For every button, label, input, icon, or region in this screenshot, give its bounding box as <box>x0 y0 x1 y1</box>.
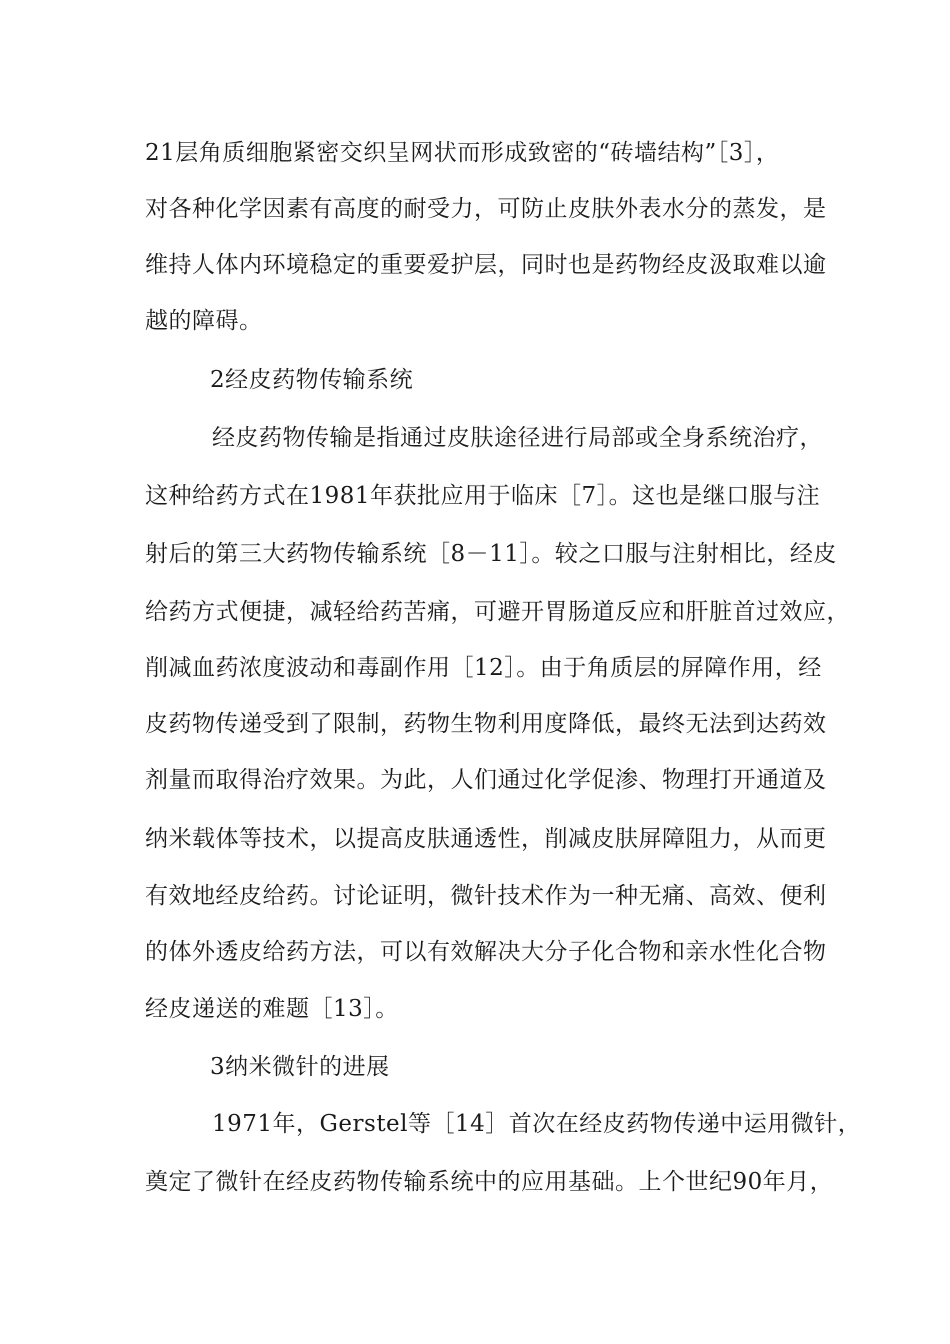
paragraph-line: 奠定了微针在经皮药物传输系统中的应用基础。上个世纪90年月， <box>145 1169 834 1195</box>
paragraph-line: 射后的第三大药物传输系统［8－11］。较之口服与注射相比，经皮 <box>145 541 837 567</box>
paragraph-line: 给药方式便捷，减轻给药苦痛，可避开胃肠道反应和肝脏首过效应， <box>145 599 850 625</box>
paragraph-line: 纳米载体等技术，以提高皮肤通透性，削减皮肤屏障阻力，从而更 <box>145 826 827 852</box>
paragraph-line: 的体外透皮给药方法，可以有效解决大分子化合物和亲水性化合物 <box>145 939 827 965</box>
paragraph-line: 经皮递送的难题［13］。 <box>145 996 399 1022</box>
paragraph-line: 剂量而取得治疗效果。为此，人们通过化学促渗、物理打开通道及 <box>145 767 827 793</box>
paragraph-line: 削减血药浓度波动和毒副作用［12］。由于角质层的屏障作用，经 <box>145 655 822 681</box>
paragraph-line: 皮药物传递受到了限制，药物生物利用度降低，最终无法到达药效 <box>145 711 827 737</box>
paragraph-line: 1971年，Gerstel等［14］首次在经皮药物传递中运用微针， <box>212 1111 862 1137</box>
paragraph-line: 对各种化学因素有高度的耐受力，可防止皮肤外表水分的蒸发，是 <box>145 196 827 222</box>
paragraph-line: 有效地经皮给药。讨论证明，微针技术作为一种无痛、高效、便利 <box>145 883 827 909</box>
paragraph-line: 21层角质细胞紧密交织呈网状而形成致密的“砖墙结构”［3］， <box>145 140 780 166</box>
paragraph-line: 这种给药方式在1981年获批应用于临床［7］。这也是继口服与注 <box>145 483 821 509</box>
paragraph-line: 维持人体内环境稳定的重要爱护层，同时也是药物经皮汲取难以逾 <box>145 252 827 278</box>
paragraph-line: 越的障碍。 <box>145 308 263 334</box>
section-heading: 3纳米微针的进展 <box>210 1054 390 1080</box>
paragraph-line: 经皮药物传输是指通过皮肤途径进行局部或全身系统治疗， <box>212 425 823 451</box>
section-heading: 2经皮药物传输系统 <box>210 367 414 393</box>
